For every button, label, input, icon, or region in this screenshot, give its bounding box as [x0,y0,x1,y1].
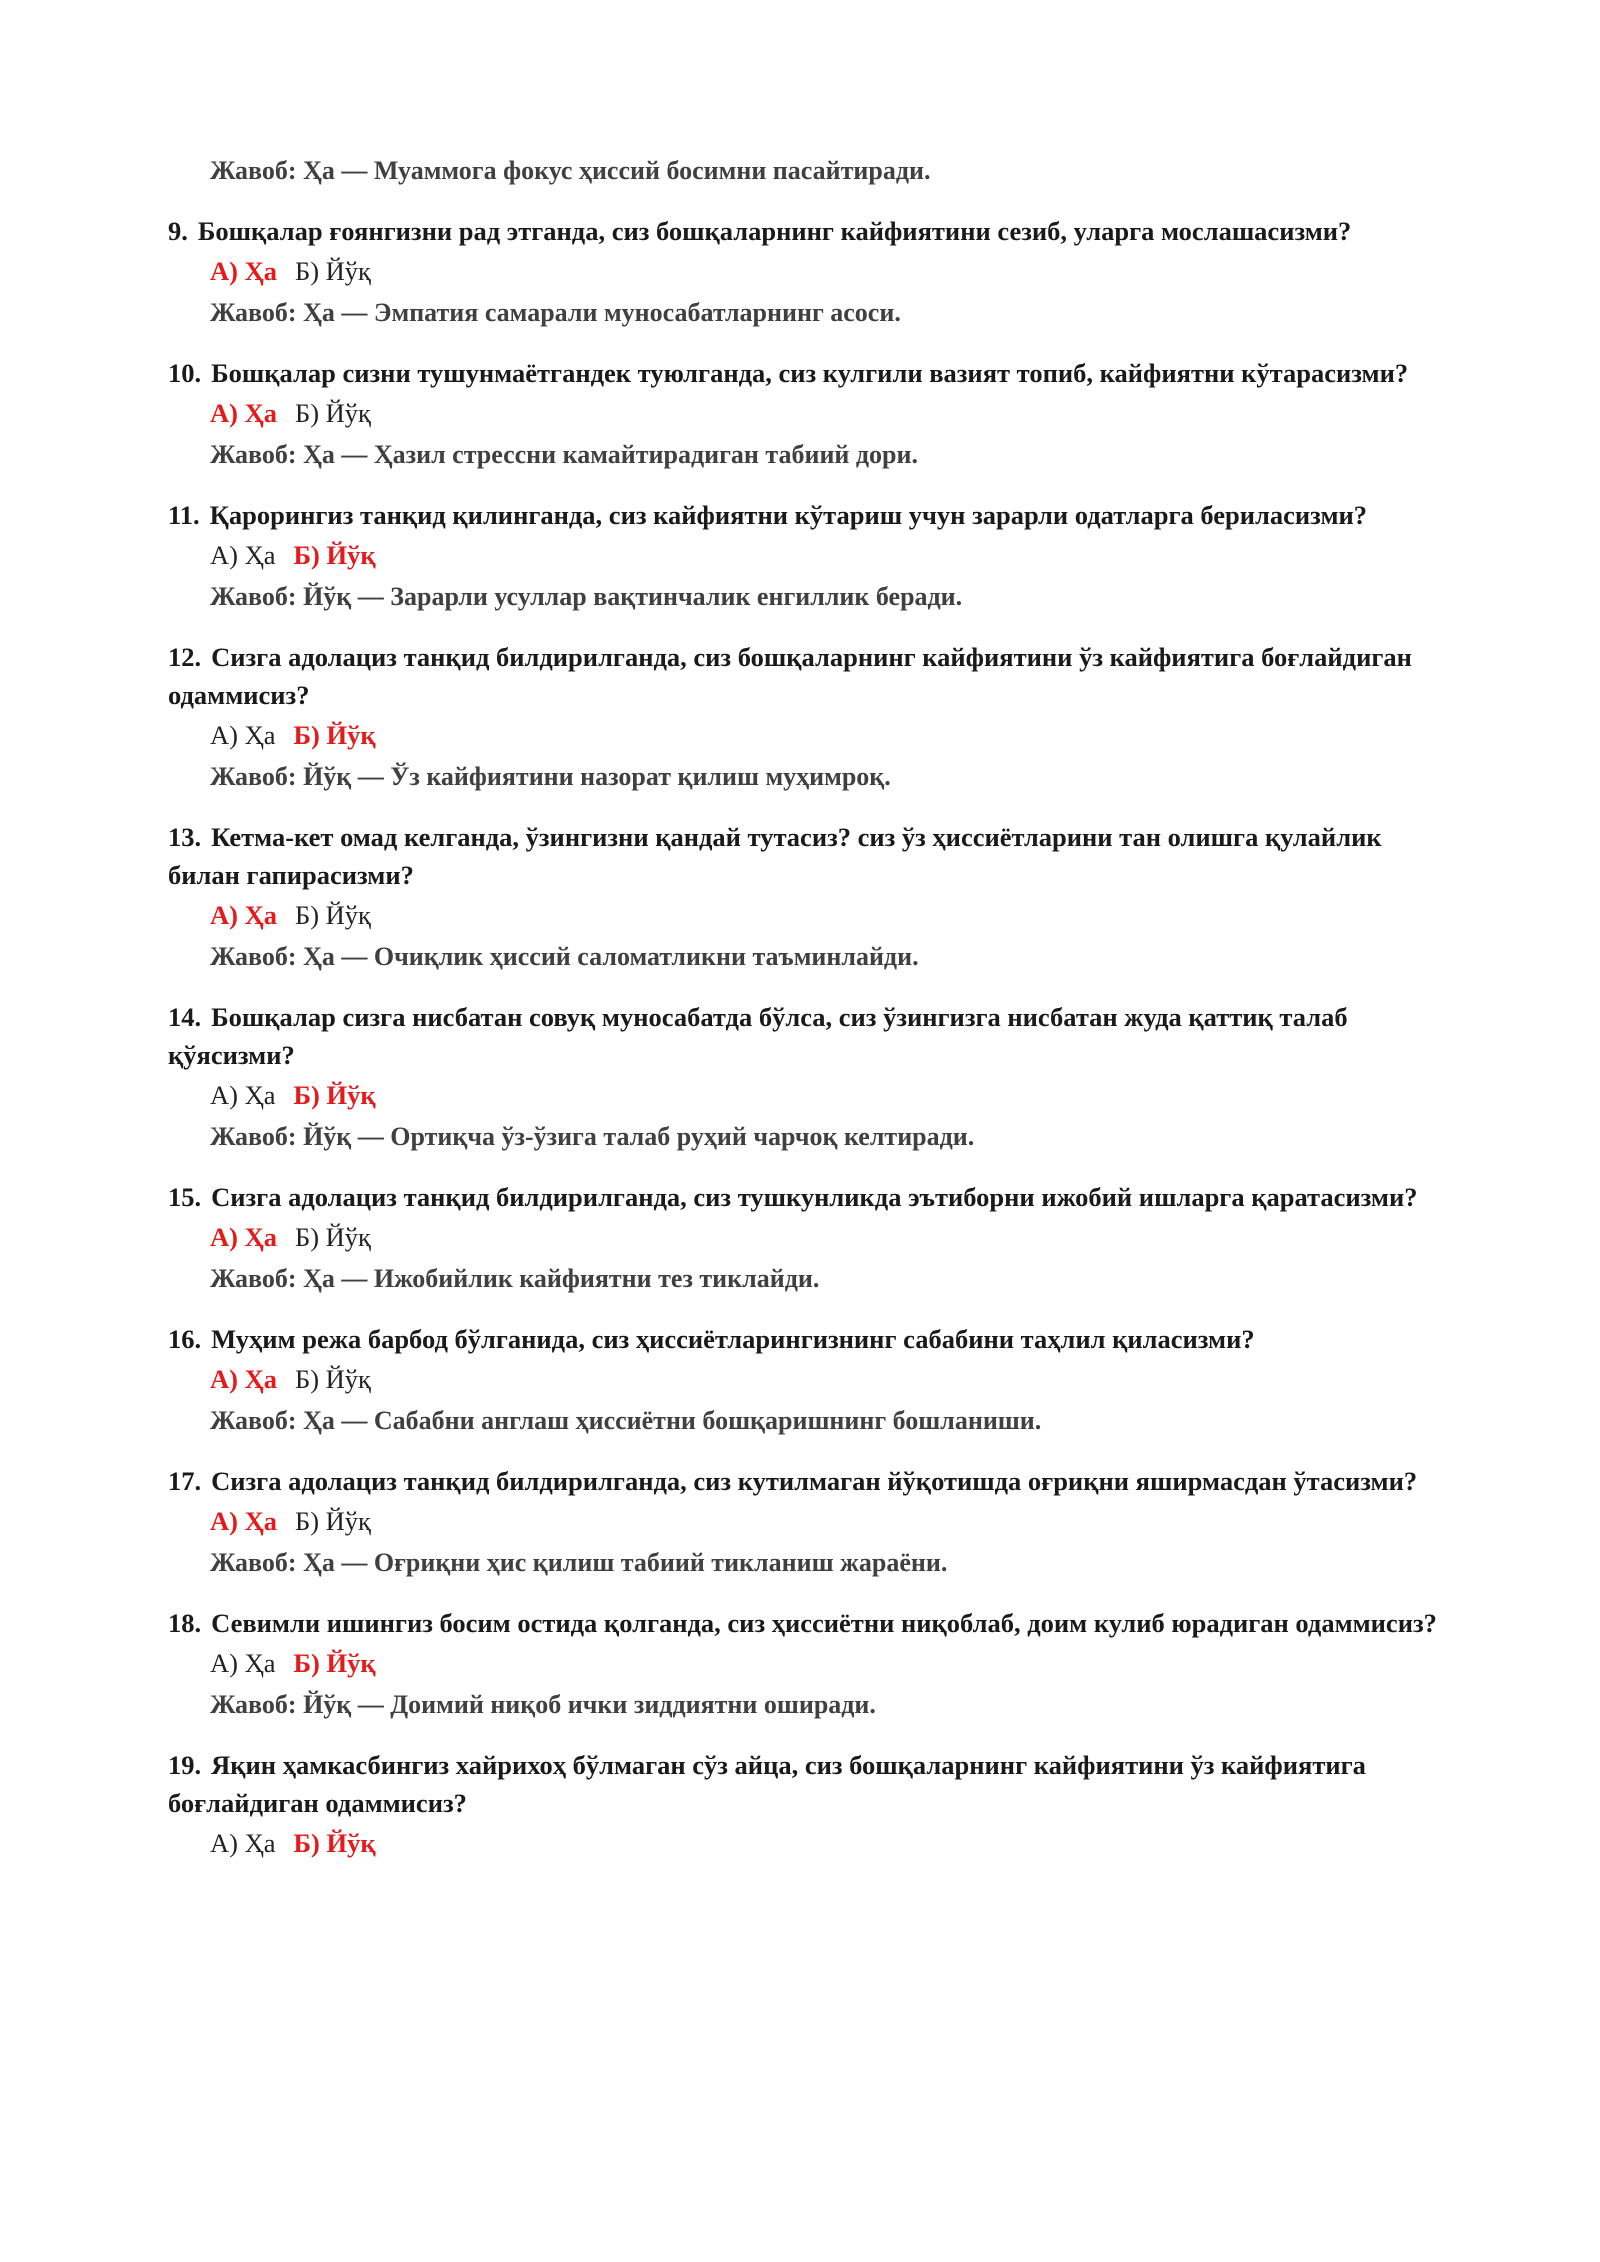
question-text [168,818,1448,894]
answer-explanation: Жавоб: Йўқ — Ўз кайфиятини назорат қилиш муҳимроқ. [210,762,891,791]
answer-explanation: Жавоб: Ҳа — Ҳазил стрессни камайтирадиган табиий дори. [210,440,918,469]
question-label: Севимли ишингиз босим остида қолганда, сиз ҳиссиётни ниқоблаб, доим кулиб юрадиган одаммисиз? [211,1608,1437,1638]
question-label: Бошқалар сизга нисбатан совуқ муносабатда бўлса, сиз ўзингизга нисбатан жуда қаттиқ талаб қўясизми? [168,1002,1348,1070]
question-item [168,818,1448,976]
question-label: Бошқалар сизни тушунмаётгандек туюлганда, сиз кулгили вазият топиб, кайфиятни кўтарасизми? [211,358,1409,388]
question-text [168,638,1448,714]
question-item [168,496,1448,616]
option-b[interactable]: Б) Йўқ [294,398,371,428]
answer-options [210,716,1448,754]
option-a[interactable]: А) Ҳа [210,1364,277,1394]
answer-explanation: Жавоб: Ҳа — Ижобийлик кайфиятни тез тиклайди. [210,1264,820,1293]
option-a[interactable]: А) Ҳа [210,256,277,286]
answer-explanation: Жавоб: Йўқ — Ортиқча ўз-ўзига талаб руҳий чарчоқ келтиради. [210,1122,975,1151]
question-text [168,1746,1448,1822]
question-item [168,1604,1448,1724]
question-label: Қарорингиз танқид қилинганда, сиз кайфиятни кўтариш учун зарарли одатларга бериласизми? [209,500,1368,530]
option-a[interactable]: А) Ҳа [210,1648,276,1678]
question-item [168,354,1448,474]
option-b[interactable]: Б) Йўқ [294,1506,371,1536]
option-a[interactable]: А) Ҳа [210,1828,276,1858]
answer-explanation: Жавоб: Ҳа — Сабабни англаш ҳиссиётни бошқаришнинг бошланиши. [210,1406,1042,1435]
answer-options [210,1824,1448,1862]
answer-explanation: Жавоб: Йўқ — Доимий ниқоб ички зиддиятни оширади. [210,1690,876,1719]
answer-options [210,394,1448,432]
question-number: 12. [168,642,202,672]
question-label: Сизга адолациз танқид билдирилганда, сиз кутилмаган йўқотишда оғриқни яширмасдан ўтасизми? [211,1466,1418,1496]
answer-options [210,1360,1448,1398]
option-a[interactable]: А) Ҳа [210,1080,276,1110]
question-number: 15. [168,1182,202,1212]
question-number: 11. [168,500,200,530]
answer-options [210,896,1448,934]
option-b[interactable]: Б) Йўқ [293,1828,376,1858]
option-a[interactable]: А) Ҳа [210,1222,277,1252]
question-text [168,212,1448,250]
question-text [168,496,1448,534]
question-label: Бошқалар ғоянгизни рад этганда, сиз бошқаларнинг кайфиятини сезиб, уларга мослашасизми? [197,216,1352,246]
option-a[interactable]: А) Ҳа [210,720,276,750]
answer-options [210,1076,1448,1114]
question-text [168,1178,1448,1216]
question-item [168,1178,1448,1298]
option-a[interactable]: А) Ҳа [210,900,277,930]
option-b[interactable]: Б) Йўқ [294,900,371,930]
question-text [168,1604,1448,1642]
question-label: Кетма-кет омад келганда, ўзингизни қандай тутасиз? сиз ўз ҳиссиётларини тан олишга қулайлик билан гапирасизми? [168,822,1382,890]
question-item [168,638,1448,796]
question-label: Яқин ҳамкасбингиз хайрихоҳ бўлмаган сўз айца, сиз бошқаларнинг кайфиятини ўз кайфиятига боғлайдиган одаммисиз? [168,1750,1366,1818]
question-text [168,1462,1448,1500]
option-b[interactable]: Б) Йўқ [293,1648,376,1678]
question-item [168,1320,1448,1440]
question-item [168,1746,1448,1862]
question-number: 17. [168,1466,202,1496]
answer-options [210,1644,1448,1682]
option-b[interactable]: Б) Йўқ [294,1364,371,1394]
question-number: 19. [168,1750,202,1780]
question-text [168,1320,1448,1358]
answer-options [210,1218,1448,1256]
answer-explanation: Жавоб: Ҳа — Очиқлик ҳиссий саломатликни таъминлайди. [210,942,919,971]
answer-options [210,1502,1448,1540]
question-label: Сизга адолациз танқид билдирилганда, сиз бошқаларнинг кайфиятини ўз кайфиятига боғлайдиган одаммисиз? [168,642,1412,710]
option-b[interactable]: Б) Йўқ [293,720,376,750]
answer-explanation: Жавоб: Йўқ — Зарарли усуллар вақтинчалик енгиллик беради. [210,582,963,611]
question-text [168,354,1448,392]
question-number: 9. [168,216,188,246]
option-a[interactable]: А) Ҳа [210,398,277,428]
question-number: 14. [168,1002,202,1032]
option-a[interactable]: А) Ҳа [210,1506,277,1536]
question-text [168,998,1448,1074]
question-item [168,1462,1448,1582]
option-b[interactable]: Б) Йўқ [293,1080,376,1110]
answer-options [210,536,1448,574]
question-number: 10. [168,358,202,388]
option-b[interactable]: Б) Йўқ [294,256,371,286]
option-a[interactable]: А) Ҳа [210,540,276,570]
question-item [168,212,1448,332]
option-b[interactable]: Б) Йўқ [294,1222,371,1252]
question-label: Сизга адолациз танқид билдирилганда, сиз тушкунликда эътиборни ижобий ишларга қаратасизми? [211,1182,1418,1212]
answer-options [210,252,1448,290]
answer-explanation: Жавоб: Ҳа — Оғриқни ҳис қилиш табиий тикланиш жараёни. [210,1548,948,1577]
answer-explanation: Жавоб: Ҳа — Муаммога фокус ҳиссий босимни пасайтиради. [210,156,931,185]
option-b[interactable]: Б) Йўқ [293,540,376,570]
quiz-content [168,152,1448,1862]
question-item [168,998,1448,1156]
answer-explanation: Жавоб: Ҳа — Эмпатия самарали муносабатларнинг асоси. [210,298,901,327]
question-number: 16. [168,1324,202,1354]
question-number: 18. [168,1608,202,1638]
question-number: 13. [168,822,202,852]
question-label: Муҳим режа барбод бўлганида, сиз ҳиссиётларингизнинг сабабини таҳлил қиласизми? [211,1324,1255,1354]
